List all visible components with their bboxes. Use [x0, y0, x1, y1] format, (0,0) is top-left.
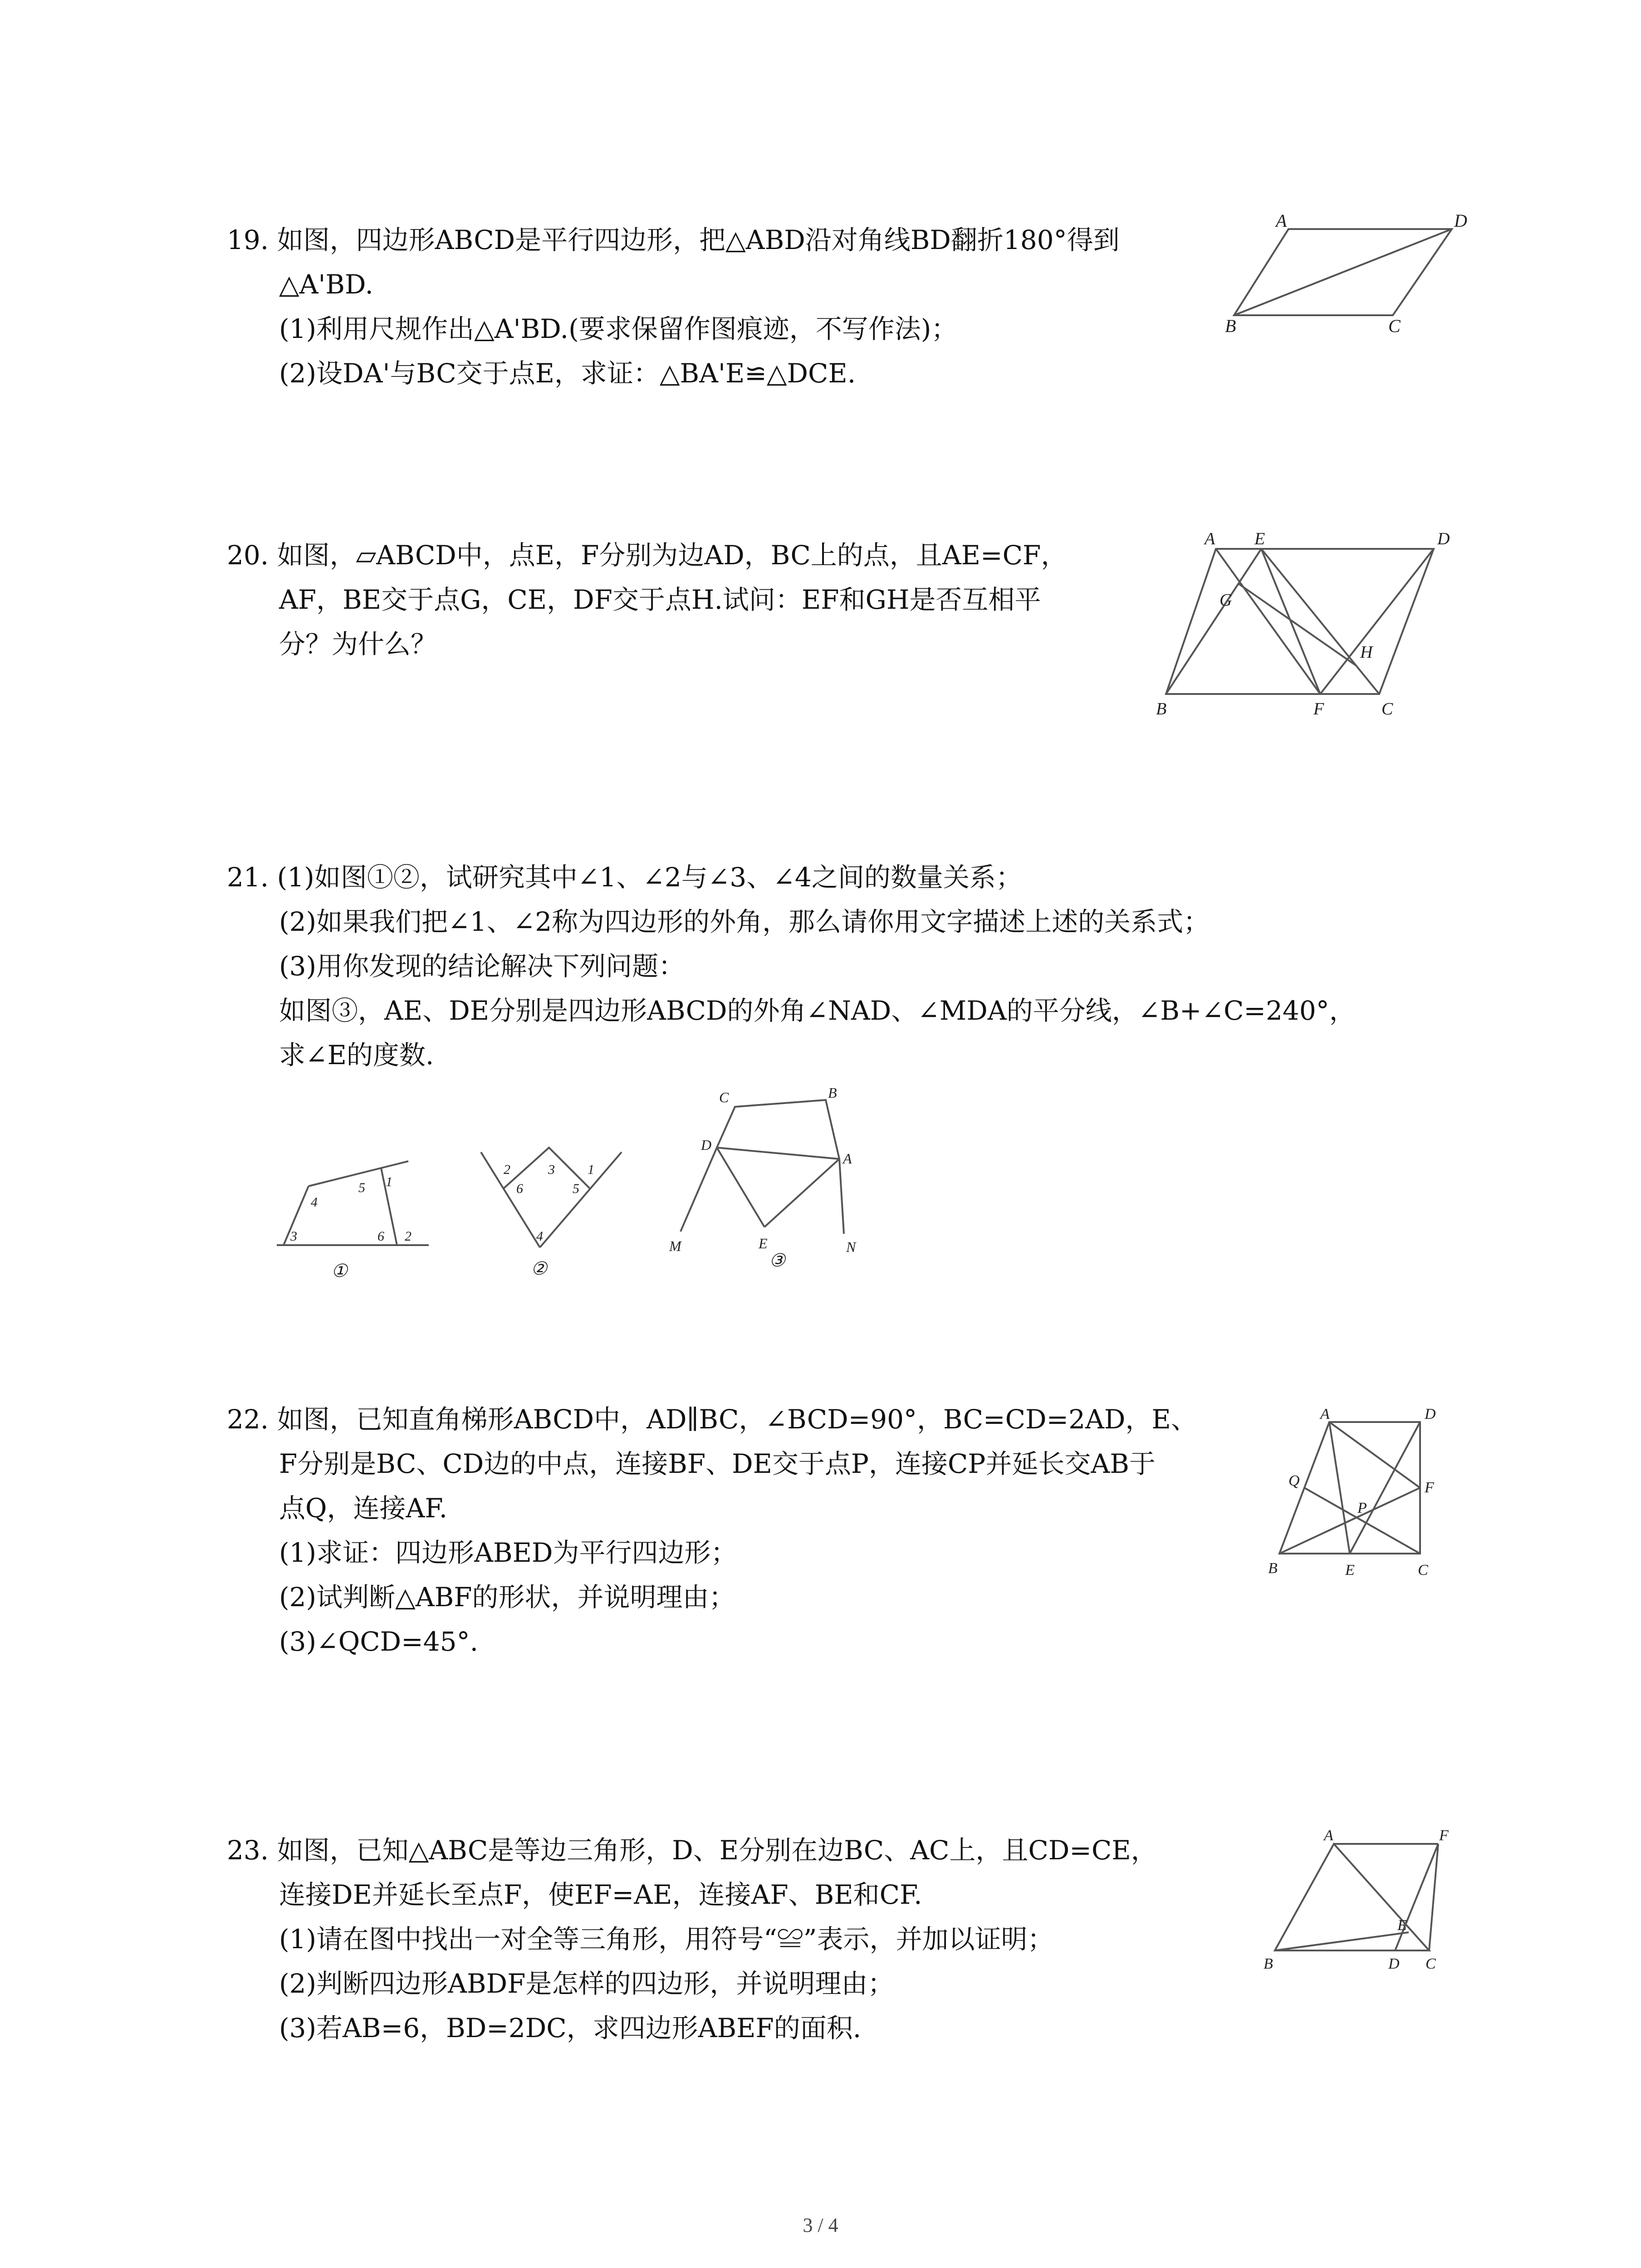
q21-fig1-angle-1: 1 — [386, 1174, 392, 1189]
q21-fig2-angle-3: 3 — [548, 1162, 555, 1177]
q21-fig1-caption: ① — [331, 1261, 348, 1281]
q23-label-d: D — [1388, 1955, 1400, 1972]
q22-line-5: (2)试判断△ABF的形状，并说明理由； — [279, 1582, 735, 1613]
q20-segment-be — [1166, 549, 1261, 694]
q22-label-q: Q — [1288, 1472, 1300, 1489]
q19-diagonal-bd — [1234, 229, 1452, 315]
q21-line-1: 21. (1)如图①②，试研究其中∠1、∠2与∠3、∠4之间的数量关系； — [227, 862, 1022, 893]
q19-line-2: △A'BD. — [279, 269, 373, 300]
q20-segment-ef — [1261, 549, 1320, 694]
q20-label-g: G — [1220, 591, 1232, 610]
q20-label-e: E — [1254, 529, 1265, 548]
q21-fig3-label-n: N — [846, 1239, 856, 1255]
q23-line-4: (2)判断四边形ABDF是怎样的四边形，并说明理由； — [279, 1968, 894, 1999]
q20-line-2: AF，BE交于点G，CE，DF交于点H.试问：EF和GH是否互相平 — [279, 584, 1041, 615]
q20-segment-af — [1216, 549, 1320, 694]
q23-line-5: (3)若AB=6，BD=2DC，求四边形ABEF的面积. — [279, 2013, 862, 2043]
q21-fig2-angle-5: 5 — [573, 1181, 579, 1196]
q21-fig3-segment-ae — [764, 1159, 839, 1227]
q21-fig2-angle-6: 6 — [516, 1181, 523, 1196]
q22-label-a: A — [1320, 1406, 1330, 1422]
q21-fig2-angle-4: 4 — [536, 1229, 543, 1244]
q23-segment-be — [1275, 1932, 1409, 1950]
q22-line-4: (1)求证：四边形ABED为平行四边形； — [279, 1537, 737, 1568]
q22-label-e: E — [1345, 1562, 1355, 1579]
q21-fig1-angle-4: 4 — [311, 1195, 318, 1210]
q20-segment-ce — [1261, 549, 1379, 694]
q23-figure — [1257, 1821, 1465, 1989]
q21-fig3-ray-an — [839, 1159, 844, 1234]
q20-label-a: A — [1205, 529, 1215, 548]
q21-fig3-ray-dm — [681, 1148, 717, 1232]
q20-line-1: 20. 如图，▱ABCD中，点E，F分别为边AD，BC上的点，且AE=CF， — [227, 540, 1068, 571]
q21-fig1-angle-2: 2 — [405, 1229, 411, 1244]
q19-line-3: (1)利用尺规作出△A'BD.(要求保留作图痕迹，不写作法)； — [279, 313, 958, 344]
q22-line-3: 点Q，连接AF. — [279, 1493, 448, 1524]
page-number: 3 / 4 — [803, 2214, 838, 2236]
q20-label-h: H — [1360, 643, 1373, 662]
q20-label-c: C — [1381, 699, 1393, 719]
q20-label-f: F — [1313, 699, 1324, 719]
q19-line-4: (2)设DA'与BC交于点E，求证：△BA'E≌△DCE. — [279, 358, 856, 389]
q19-label-b: B — [1225, 316, 1236, 336]
q22-trapezoid — [1279, 1422, 1420, 1554]
q22-line-2: F分别是BC、CD边的中点，连接BF、DE交于点P，连接CP并延长交AB于 — [279, 1448, 1156, 1479]
q21-figure-1 — [272, 1148, 445, 1284]
q22-label-f: F — [1425, 1479, 1434, 1496]
q22-segment-cq — [1304, 1488, 1420, 1554]
q21-fig3-label-d: D — [701, 1137, 712, 1153]
q21-line-4: 如图③，AE、DE分别是四边形ABCD的外角∠NAD、∠MDA的平分线，∠B+∠C=240°， — [279, 995, 1356, 1026]
q20-segment-gh — [1239, 584, 1357, 666]
question-21 — [227, 855, 1356, 1077]
q23-line-1: 23. 如图，已知△ABC是等边三角形，D、E分别在边BC、AC上，且CD=CE， — [227, 1835, 1157, 1866]
q23-line-3: (1)请在图中找出一对全等三角形，用符号“≌”表示，并加以证明； — [279, 1924, 1054, 1955]
question-23 — [227, 1828, 1157, 2050]
q21-fig2-caption: ② — [531, 1258, 547, 1279]
q21-fig3-label-m: M — [669, 1238, 681, 1254]
q19-label-c: C — [1388, 316, 1401, 336]
q22-label-b: B — [1268, 1560, 1278, 1577]
q22-label-p: P — [1357, 1500, 1367, 1516]
q21-fig1-angle-6: 6 — [377, 1229, 384, 1244]
q22-figure — [1252, 1402, 1461, 1592]
q21-fig2-left-line — [481, 1152, 540, 1247]
q20-parallelogram — [1166, 549, 1434, 694]
q20-segment-df — [1320, 549, 1434, 694]
q23-label-f: F — [1439, 1827, 1449, 1844]
q21-fig1-angle-5: 5 — [358, 1180, 365, 1195]
q23-line-2: 连接DE并延长至点F，使EF=AE，连接AF、BE和CF. — [279, 1879, 922, 1910]
q19-line-1: 19. 如图，四边形ABCD是平行四边形，把△ABD沿对角线BD翻折180°得到 — [227, 225, 1120, 255]
q22-segment-ae — [1329, 1422, 1350, 1554]
q21-line-3: (3)用你发现的结论解决下列问题： — [279, 951, 685, 982]
q19-label-a: A — [1276, 210, 1287, 231]
q23-segment-fd — [1395, 1844, 1438, 1950]
question-20 — [227, 533, 1067, 666]
q22-label-d: D — [1425, 1406, 1436, 1422]
q23-label-b: B — [1264, 1955, 1273, 1972]
q20-label-d: D — [1437, 529, 1450, 548]
q21-fig3-segment-da — [717, 1148, 839, 1159]
q19-label-d: D — [1454, 210, 1467, 231]
q23-label-c: C — [1425, 1955, 1436, 1972]
q21-fig3-segment-de — [717, 1148, 764, 1227]
q21-fig1-angle-3: 3 — [290, 1229, 297, 1244]
q22-line-6: (3)∠QCD=45°. — [279, 1626, 479, 1657]
q21-fig3-label-c: C — [719, 1089, 729, 1105]
q22-line-1: 22. 如图，已知直角梯形ABCD中，AD∥BC，∠BCD=90°，BC=CD=2AD，E、 — [227, 1404, 1197, 1435]
q19-figure — [1225, 209, 1479, 345]
question-19 — [227, 218, 1120, 396]
q20-label-b: B — [1156, 699, 1167, 719]
q20-line-3: 分？为什么？ — [279, 629, 437, 660]
q21-fig2-angle-1: 1 — [588, 1162, 594, 1177]
q23-segment-cf — [1429, 1844, 1438, 1950]
q23-label-e: E — [1397, 1917, 1407, 1934]
q21-fig3-label-e: E — [759, 1235, 768, 1251]
q21-fig2-angle-2: 2 — [504, 1162, 510, 1177]
q23-label-a: A — [1324, 1827, 1333, 1844]
q21-fig3-label-b: B — [828, 1085, 837, 1101]
q20-figure — [1152, 522, 1461, 726]
question-22 — [227, 1397, 1197, 1664]
q21-fig3-label-a: A — [843, 1150, 852, 1167]
q21-line-5: 求∠E的度数. — [279, 1040, 434, 1070]
q21-figure-2 — [472, 1139, 635, 1284]
q21-line-2: (2)如果我们把∠1、∠2称为四边形的外角，那么请你用文字描述上述的关系式； — [279, 906, 1210, 937]
q22-label-c: C — [1418, 1562, 1428, 1579]
q21-figure-3 — [662, 1080, 880, 1284]
q23-triangle-abc — [1275, 1844, 1429, 1950]
q21-fig3-caption: ③ — [769, 1250, 785, 1271]
q22-segment-af — [1329, 1422, 1420, 1488]
